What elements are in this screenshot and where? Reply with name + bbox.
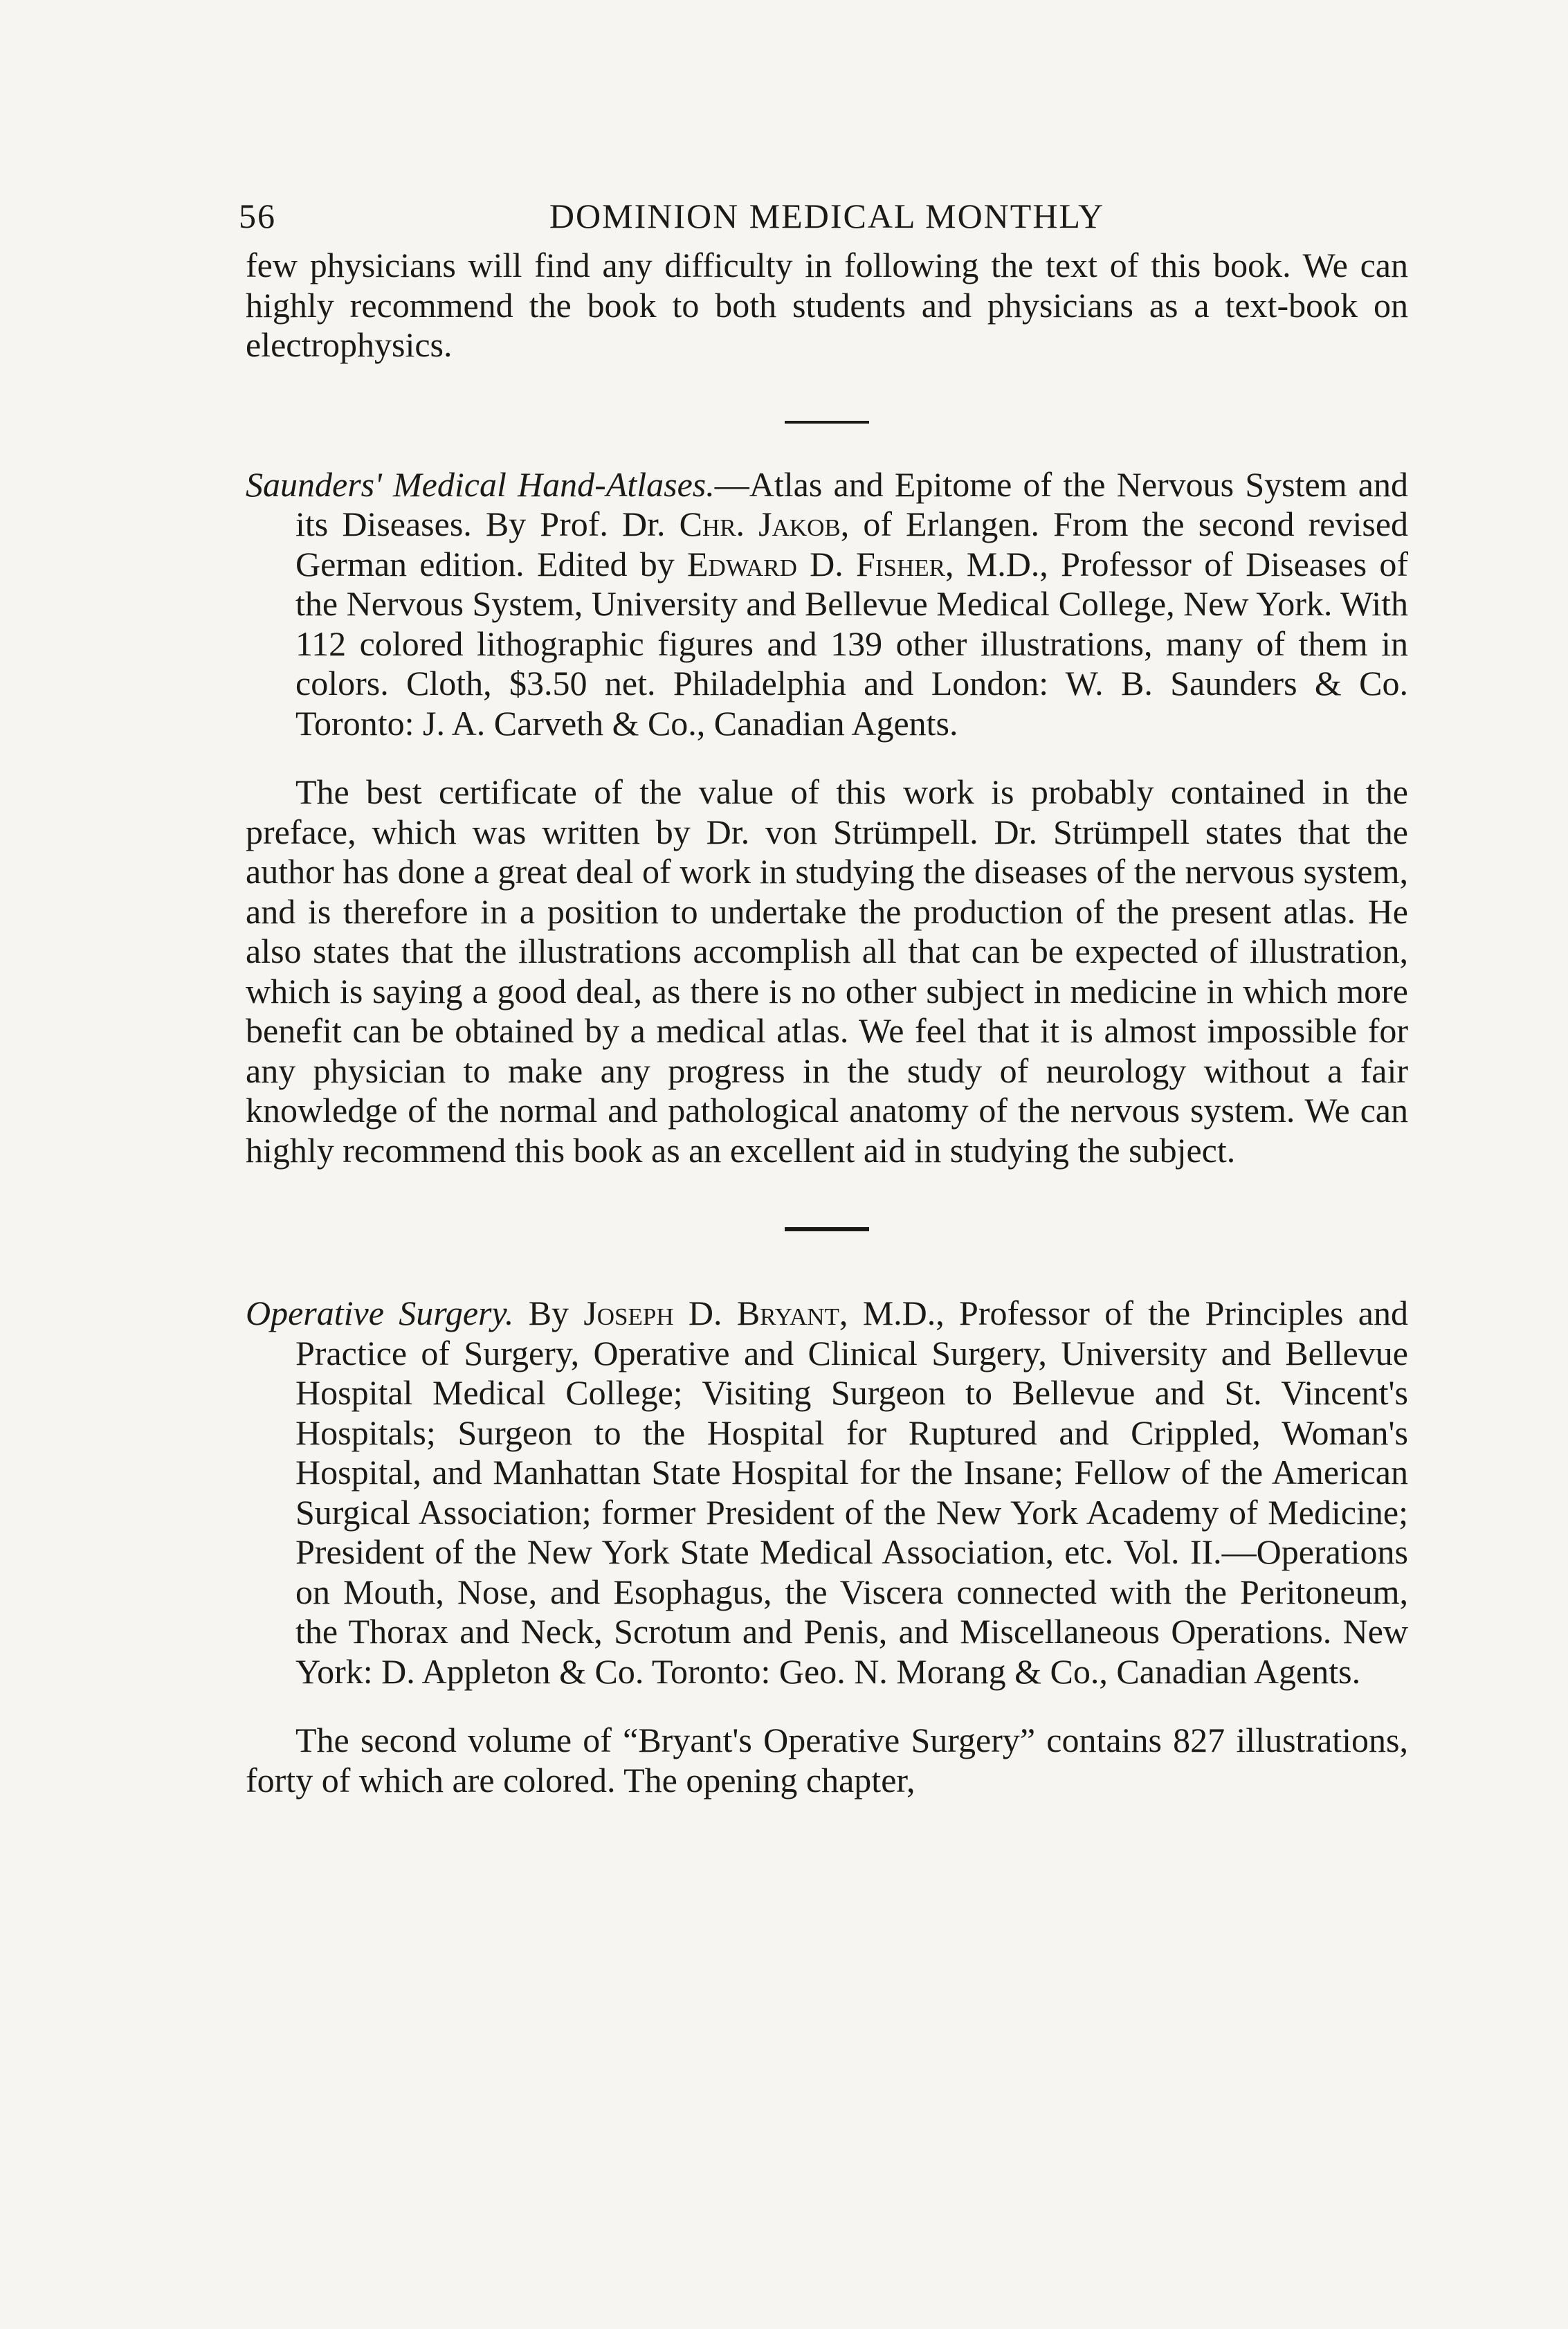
section-divider (785, 421, 869, 424)
page-number: 56 (239, 197, 276, 235)
review-heading-text: By (513, 1294, 584, 1332)
section-divider (785, 1227, 869, 1231)
review-author: Chr. Jakob (679, 505, 841, 543)
review-body: The best certificate of the value of this work is probably contained in the preface, which was written by Dr. von Strümpell. Dr. Strümpell states that the author has done a great deal of work in studying the diseases of the nervous system, and is therefore in a position to undertake the production of the present atlas. He also states that the illustrations accomplish all that can be expected of illustration, which is saying a good deal, as there is no other subject in medicine in which more benefit can be obtained by a medical atlas. We feel that it is almost impossible for any physician to make any progress in the study of neurology without a fair knowledge of the normal and pathological anatomy of the nervous system. We can highly recommend this book as an excellent aid in studying the subject. (246, 772, 1408, 1170)
review-heading-text: , M.D., Professor of Diseases of the Nervous System, University and Bellevue Medical College, New York. With 112 colored lithographic figures and 139 other illustrations, many of them in colors. Cloth, $3.50 net. Philadelphia and London: W. B. Saunders & Co. Toronto: J. A. Carveth & Co., Canadian Agents. (295, 544, 1409, 743)
review-heading-text: , M.D., Professor of the Principles and Practice of Surgery, Operative and Clinical Surgery, University and Bellevue Hospital Medical College; Visiting Surgeon to Bellevue and St. Vincent's Hospitals; Surgeon to the Hospital for Ruptured and Crippled, Woman's Hospital, and Manhattan State Hospital for the Insane; Fellow of the American Surgical Association; former President of the New York Academy of Medicine; President of the New York State Medical Association, etc. Vol. II.—Operations on Mouth, Nose, and Esophagus, the Viscera connected with the Peritoneum, the Thorax and Neck, Scrotum and Penis, and Miscellaneous Operations. New York: D. Appleton & Co. Toronto: Geo. N. Morang & Co., Canadian Agents. (295, 1294, 1408, 1691)
review-title: Operative Surgery. (246, 1294, 514, 1332)
review-heading (246, 465, 1408, 744)
page (239, 183, 1409, 1800)
review-editor: Edward D. Fisher (687, 544, 945, 583)
running-head (239, 183, 1408, 246)
review-heading-text: , of Erlangen. From the second revised German edition. Edited by (295, 505, 1409, 583)
review-title: Saunders' Medical Hand-Atlases. (246, 464, 715, 504)
intro-paragraph: few physicians will find any difficulty in following the text of this book. We can highly recommend the book to both students and physicians as a text-book on electrophysics. (246, 246, 1408, 364)
review-heading (246, 1294, 1408, 1692)
journal-title: DOMINION MEDICAL MONTHLY (549, 197, 1105, 235)
review-author: Joseph D. Bryant (583, 1294, 839, 1332)
review-heading-text: —Atlas and Epitome of the Nervous System and its Diseases. By Prof. Dr. (295, 464, 1408, 543)
review-body: The second volume of “Bryant's Operative Surgery” contains 827 illustrations, forty of which are colored. The opening chapter, (246, 1721, 1408, 1800)
